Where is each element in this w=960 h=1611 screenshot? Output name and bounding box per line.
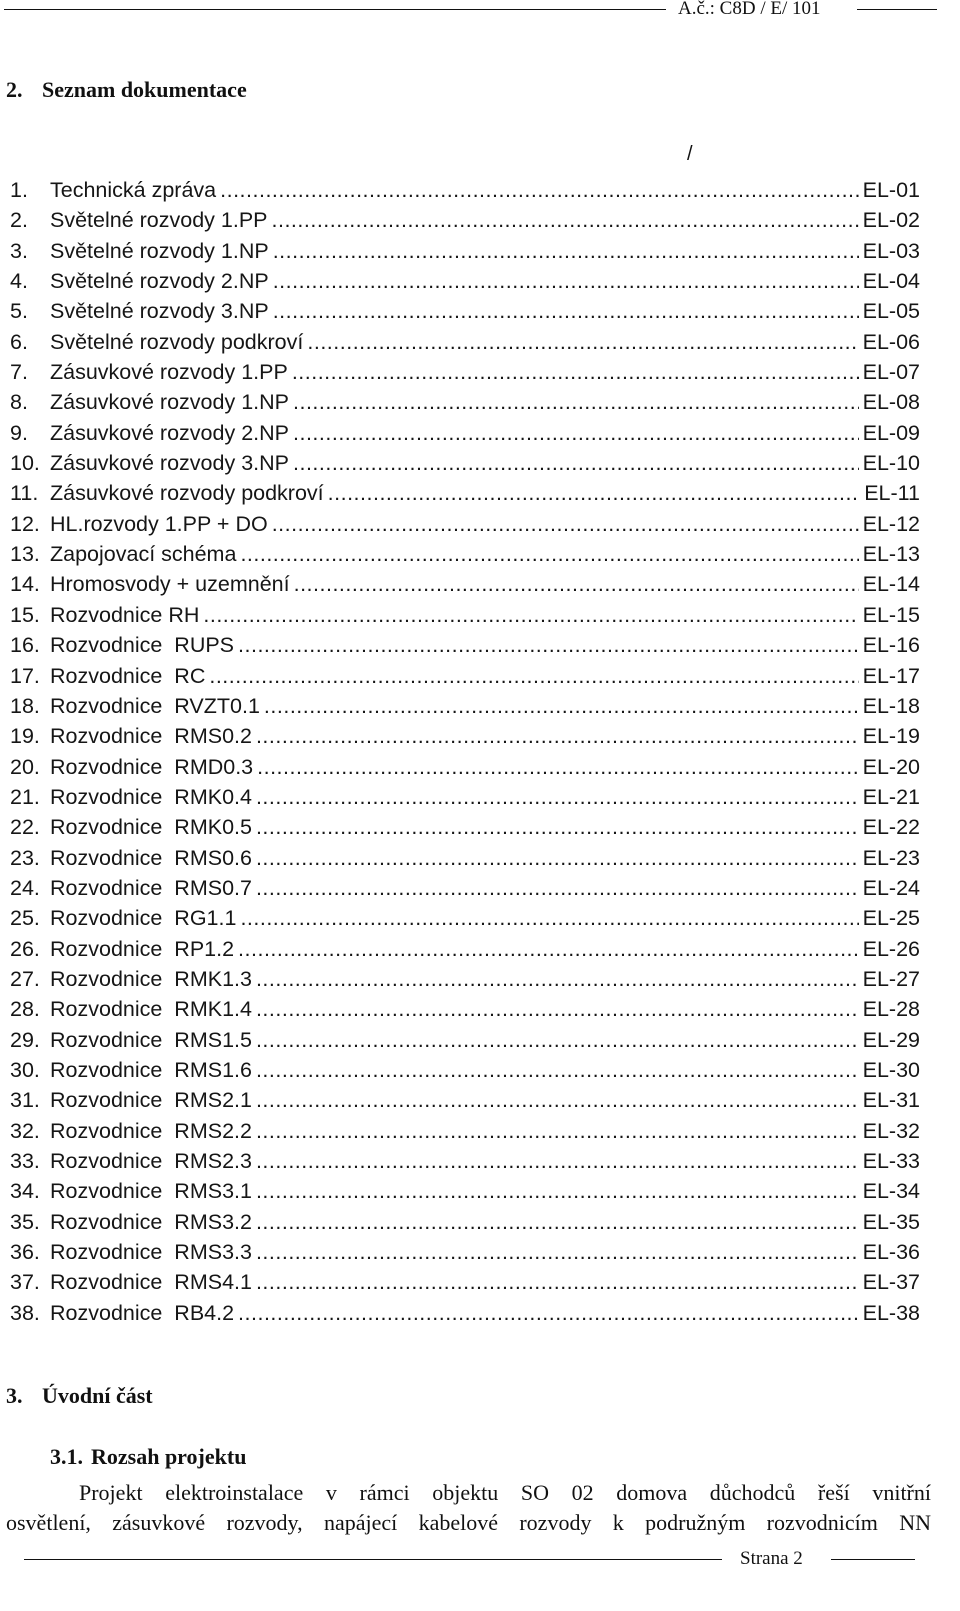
toc-leader-dots: [238, 630, 859, 660]
toc-number: 21.: [10, 784, 40, 809]
toc-row: [10, 448, 920, 478]
toc-number: 29.: [10, 1027, 40, 1052]
toc-drawing-code: EL-16: [862, 633, 920, 658]
toc-title: Rozvodnice RP1.2: [50, 936, 235, 961]
toc-row: [10, 661, 920, 691]
toc-row: [10, 691, 920, 721]
toc-drawing-code: EL-30: [862, 1057, 920, 1082]
toc-row: [10, 387, 920, 417]
toc-number: 6.: [10, 329, 28, 354]
section-title: Seznam dokumentace: [42, 77, 247, 102]
toc-leader-dots: [256, 1207, 859, 1237]
toc-drawing-code: EL-11: [864, 481, 920, 506]
toc-number: 22.: [10, 815, 40, 840]
toc-number: 25.: [10, 906, 40, 931]
toc-number: 27.: [10, 966, 40, 991]
toc-leader-dots: [273, 266, 859, 296]
toc-number: 7.: [10, 360, 28, 385]
toc-drawing-code: EL-03: [862, 238, 920, 263]
toc-leader-dots: [257, 752, 858, 782]
section-number: 2.: [6, 77, 23, 102]
toc-leader-dots: [220, 175, 859, 205]
toc-drawing-code: EL-38: [862, 1300, 920, 1325]
toc-drawing-code: EL-36: [862, 1240, 920, 1265]
toc-leader-dots: [256, 1085, 859, 1115]
toc-leader-dots: [240, 903, 858, 933]
toc-leader-dots: [264, 691, 859, 721]
toc-row: [10, 964, 920, 994]
toc-number: 11.: [10, 481, 39, 506]
toc-row: [10, 903, 920, 933]
toc-title: Rozvodnice RMS3.2: [50, 1209, 252, 1234]
toc-drawing-code: EL-23: [862, 845, 920, 870]
toc-row: [10, 1116, 920, 1146]
toc-title: Rozvodnice RB4.2: [50, 1300, 235, 1325]
toc-row: [10, 873, 920, 903]
subsection-title: Rozsah projektu: [91, 1444, 247, 1469]
toc-leader-dots: [293, 387, 859, 417]
toc-number: 23.: [10, 845, 40, 870]
toc-leader-dots: [256, 873, 859, 903]
toc-drawing-code: EL-05: [862, 299, 920, 324]
toc-row: [10, 205, 920, 235]
toc-drawing-code: EL-37: [862, 1270, 920, 1295]
toc-drawing-code: EL-21: [862, 784, 920, 809]
toc-leader-dots: [238, 1298, 859, 1328]
header-rule-left: [4, 9, 666, 10]
toc-row: [10, 1025, 920, 1055]
toc-row: [10, 994, 920, 1024]
toc-drawing-code: EL-10: [862, 451, 920, 476]
footer-rule-left: [24, 1559, 722, 1560]
toc-leader-dots: [256, 843, 859, 873]
toc-drawing-code: EL-08: [862, 390, 920, 415]
toc-title: Zásuvkové rozvody 2.NP: [50, 420, 289, 445]
toc-number: 24.: [10, 875, 40, 900]
subsection-number: 3.1.: [50, 1444, 83, 1469]
toc-row: [10, 1237, 920, 1267]
toc-title: Zásuvkové rozvody 3.NP: [50, 451, 289, 476]
subsection-heading-scope: [50, 1443, 246, 1471]
toc-number: 32.: [10, 1118, 40, 1143]
toc-drawing-code: EL-25: [862, 906, 920, 931]
toc-number: 9.: [10, 420, 28, 445]
toc-row: [10, 812, 920, 842]
toc-drawing-code: EL-14: [862, 572, 920, 597]
toc-row: [10, 509, 920, 539]
toc-row: [10, 539, 920, 569]
toc-drawing-code: EL-22: [862, 815, 920, 840]
toc-title: Hromosvody + uzemnění: [50, 572, 290, 597]
toc-number: 36.: [10, 1240, 40, 1265]
toc-row: [10, 752, 920, 782]
toc-title: Rozvodnice RMS3.1: [50, 1179, 252, 1204]
toc-leader-dots: [256, 1055, 859, 1085]
toc-title: Rozvodnice RUPS: [50, 633, 235, 658]
toc-drawing-code: EL-18: [862, 693, 920, 718]
toc-title: Technická zpráva: [50, 178, 217, 202]
toc-number: 4.: [10, 269, 28, 294]
toc-title: Zapojovací schéma: [50, 542, 237, 567]
toc-drawing-code: EL-19: [862, 724, 920, 749]
toc-row: [10, 569, 920, 599]
toc-leader-dots: [256, 812, 859, 842]
toc-number: 1.: [10, 178, 28, 202]
toc-leader-dots: [328, 478, 861, 508]
toc-row: [10, 721, 920, 751]
section-heading-documentation: [6, 76, 247, 104]
column-marker: /: [687, 143, 693, 165]
toc-drawing-code: EL-04: [862, 269, 920, 294]
section-title: Úvodní část: [42, 1383, 153, 1408]
toc-number: 14.: [10, 572, 40, 597]
toc-leader-dots: [256, 994, 859, 1024]
toc-number: 19.: [10, 724, 40, 749]
toc-drawing-code: EL-02: [862, 208, 920, 233]
toc-leader-dots: [294, 569, 859, 599]
toc-drawing-code: EL-24: [862, 875, 920, 900]
toc-leader-dots: [240, 539, 858, 569]
toc-title: Světelné rozvody 3.NP: [50, 299, 269, 324]
paragraph-line: Projekt elektroinstalace v rámci objektu SO 02 domova důchodců řeší vnitřní: [79, 1480, 931, 1505]
toc-row: [10, 296, 920, 326]
toc-row: [10, 357, 920, 387]
toc-title: Rozvodnice RH: [50, 602, 200, 627]
toc-title: Rozvodnice RMS3.3: [50, 1240, 252, 1265]
toc-drawing-code: EL-07: [862, 360, 920, 385]
toc-row: [10, 1267, 920, 1297]
toc-leader-dots: [272, 205, 859, 235]
toc-drawing-code: EL-31: [862, 1088, 920, 1113]
toc-title: Světelné rozvody 2.NP: [50, 269, 269, 294]
toc-leader-dots: [256, 1146, 859, 1176]
toc-title: Rozvodnice RMK1.4: [50, 997, 252, 1022]
toc-title: Rozvodnice RVZT0.1: [50, 693, 260, 718]
toc-leader-dots: [256, 721, 859, 751]
toc-title: Rozvodnice RMS0.6: [50, 845, 252, 870]
toc-row: [10, 1298, 920, 1328]
toc-row: [10, 600, 920, 630]
toc-number: 31.: [10, 1088, 40, 1113]
toc-leader-dots: [256, 1267, 859, 1297]
toc-row: [10, 266, 920, 296]
toc-number: 37.: [10, 1270, 40, 1295]
toc-row: [10, 1176, 920, 1206]
toc-title: Světelné rozvody 1.PP: [50, 208, 268, 233]
toc-number: 8.: [10, 390, 28, 415]
toc-number: 10.: [10, 451, 40, 476]
toc-row: [10, 1207, 920, 1237]
toc-number: 33.: [10, 1149, 40, 1173]
toc-drawing-code: EL-13: [862, 542, 920, 567]
toc-leader-dots: [256, 1116, 859, 1146]
toc-number: 15.: [10, 602, 40, 627]
toc-number: 28.: [10, 997, 40, 1022]
toc-leader-dots: [256, 1025, 859, 1055]
toc-title: Zásuvkové rozvody 1.NP: [50, 390, 289, 415]
toc-drawing-code: EL-27: [862, 966, 920, 991]
toc-drawing-code: EL-29: [862, 1027, 920, 1052]
toc-leader-dots: [272, 509, 859, 539]
toc-drawing-code: EL-35: [862, 1209, 920, 1234]
document-reference: A.č.: C8D / E/ 101: [678, 0, 821, 19]
toc-drawing-code: EL-33: [862, 1149, 920, 1173]
toc-leader-dots: [256, 782, 859, 812]
page-number: Strana 2: [740, 1548, 803, 1569]
toc-title: Rozvodnice RMS0.7: [50, 875, 252, 900]
toc-drawing-code: EL-34: [862, 1179, 920, 1204]
toc-drawing-code: EL-26: [862, 936, 920, 961]
toc-leader-dots: [273, 296, 859, 326]
toc-row: [10, 1085, 920, 1115]
toc-number: 17.: [10, 663, 40, 688]
toc-row: [10, 327, 920, 357]
section-heading-intro: [6, 1382, 153, 1410]
toc-title: Rozvodnice RMK1.3: [50, 966, 252, 991]
paragraph-line: osvětlení, zásuvkové rozvody, napájecí kabelové rozvody k podružným rozvodnicím NN: [6, 1510, 931, 1535]
toc-number: 20.: [10, 754, 40, 779]
toc-title: Rozvodnice RMS2.2: [50, 1118, 252, 1143]
section-number: 3.: [6, 1383, 23, 1408]
toc-row: [10, 843, 920, 873]
toc-title: Rozvodnice RC: [50, 663, 206, 688]
toc-drawing-code: EL-28: [862, 997, 920, 1022]
toc-leader-dots: [256, 1176, 859, 1206]
toc-row: [10, 1146, 920, 1176]
toc-number: 38.: [10, 1300, 40, 1325]
toc-leader-dots: [203, 600, 858, 630]
toc-leader-dots: [293, 448, 859, 478]
toc-number: 34.: [10, 1179, 40, 1204]
toc-leader-dots: [256, 1237, 859, 1267]
toc-number: 18.: [10, 693, 40, 718]
toc-drawing-code: EL-01: [862, 178, 920, 202]
toc-number: 16.: [10, 633, 40, 658]
toc-drawing-code: EL-06: [862, 329, 920, 354]
toc-leader-dots: [256, 964, 859, 994]
toc-leader-dots: [307, 327, 858, 357]
toc-title: Rozvodnice RMS1.6: [50, 1057, 252, 1082]
toc-drawing-code: EL-12: [862, 511, 920, 536]
toc-number: 30.: [10, 1057, 40, 1082]
toc-title: Rozvodnice RMS1.5: [50, 1027, 252, 1052]
toc-drawing-code: EL-15: [862, 602, 920, 627]
toc-title: Zásuvkové rozvody 1.PP: [50, 360, 288, 385]
toc-title: Rozvodnice RMK0.5: [50, 815, 252, 840]
toc-title: Rozvodnice RMS2.3: [50, 1149, 252, 1173]
toc-title: Zásuvkové rozvody podkroví: [50, 481, 324, 506]
toc-leader-dots: [273, 236, 859, 266]
toc-row: [10, 236, 920, 266]
toc-title: Světelné rozvody 1.NP: [50, 238, 269, 263]
toc-number: 26.: [10, 936, 40, 961]
toc-title: Rozvodnice RMD0.3: [50, 754, 254, 779]
toc-number: 5.: [10, 299, 28, 324]
toc-title: HL.rozvody 1.PP + DO: [50, 511, 268, 536]
toc-number: 13.: [10, 542, 40, 567]
toc-title: Rozvodnice RG1.1: [50, 906, 237, 931]
toc-title: Rozvodnice RMS4.1: [50, 1270, 252, 1295]
toc-row: [10, 418, 920, 448]
toc-row: [10, 175, 920, 205]
toc-number: 12.: [10, 511, 40, 536]
toc-row: [10, 782, 920, 812]
scope-paragraph: [6, 1478, 931, 1538]
toc-leader-dots: [293, 418, 859, 448]
toc-leader-dots: [292, 357, 859, 387]
toc-leader-dots: [238, 934, 859, 964]
toc-number: 2.: [10, 208, 28, 233]
toc-title: Rozvodnice RMK0.4: [50, 784, 252, 809]
toc-drawing-code: EL-17: [862, 663, 920, 688]
toc-row: [10, 630, 920, 660]
toc-leader-dots: [209, 661, 858, 691]
toc-drawing-code: EL-32: [862, 1118, 920, 1143]
toc-row: [10, 934, 920, 964]
footer-rule-right: [831, 1559, 915, 1560]
toc-number: 35.: [10, 1209, 40, 1234]
toc-row: [10, 478, 920, 508]
documentation-list: [10, 175, 920, 1328]
toc-title: Rozvodnice RMS0.2: [50, 724, 252, 749]
toc-row: [10, 1055, 920, 1085]
toc-drawing-code: EL-20: [862, 754, 920, 779]
toc-title: Světelné rozvody podkroví: [50, 329, 304, 354]
toc-number: 3.: [10, 238, 28, 263]
toc-drawing-code: EL-09: [862, 420, 920, 445]
toc-title: Rozvodnice RMS2.1: [50, 1088, 252, 1113]
header-rule-right: [857, 9, 937, 10]
